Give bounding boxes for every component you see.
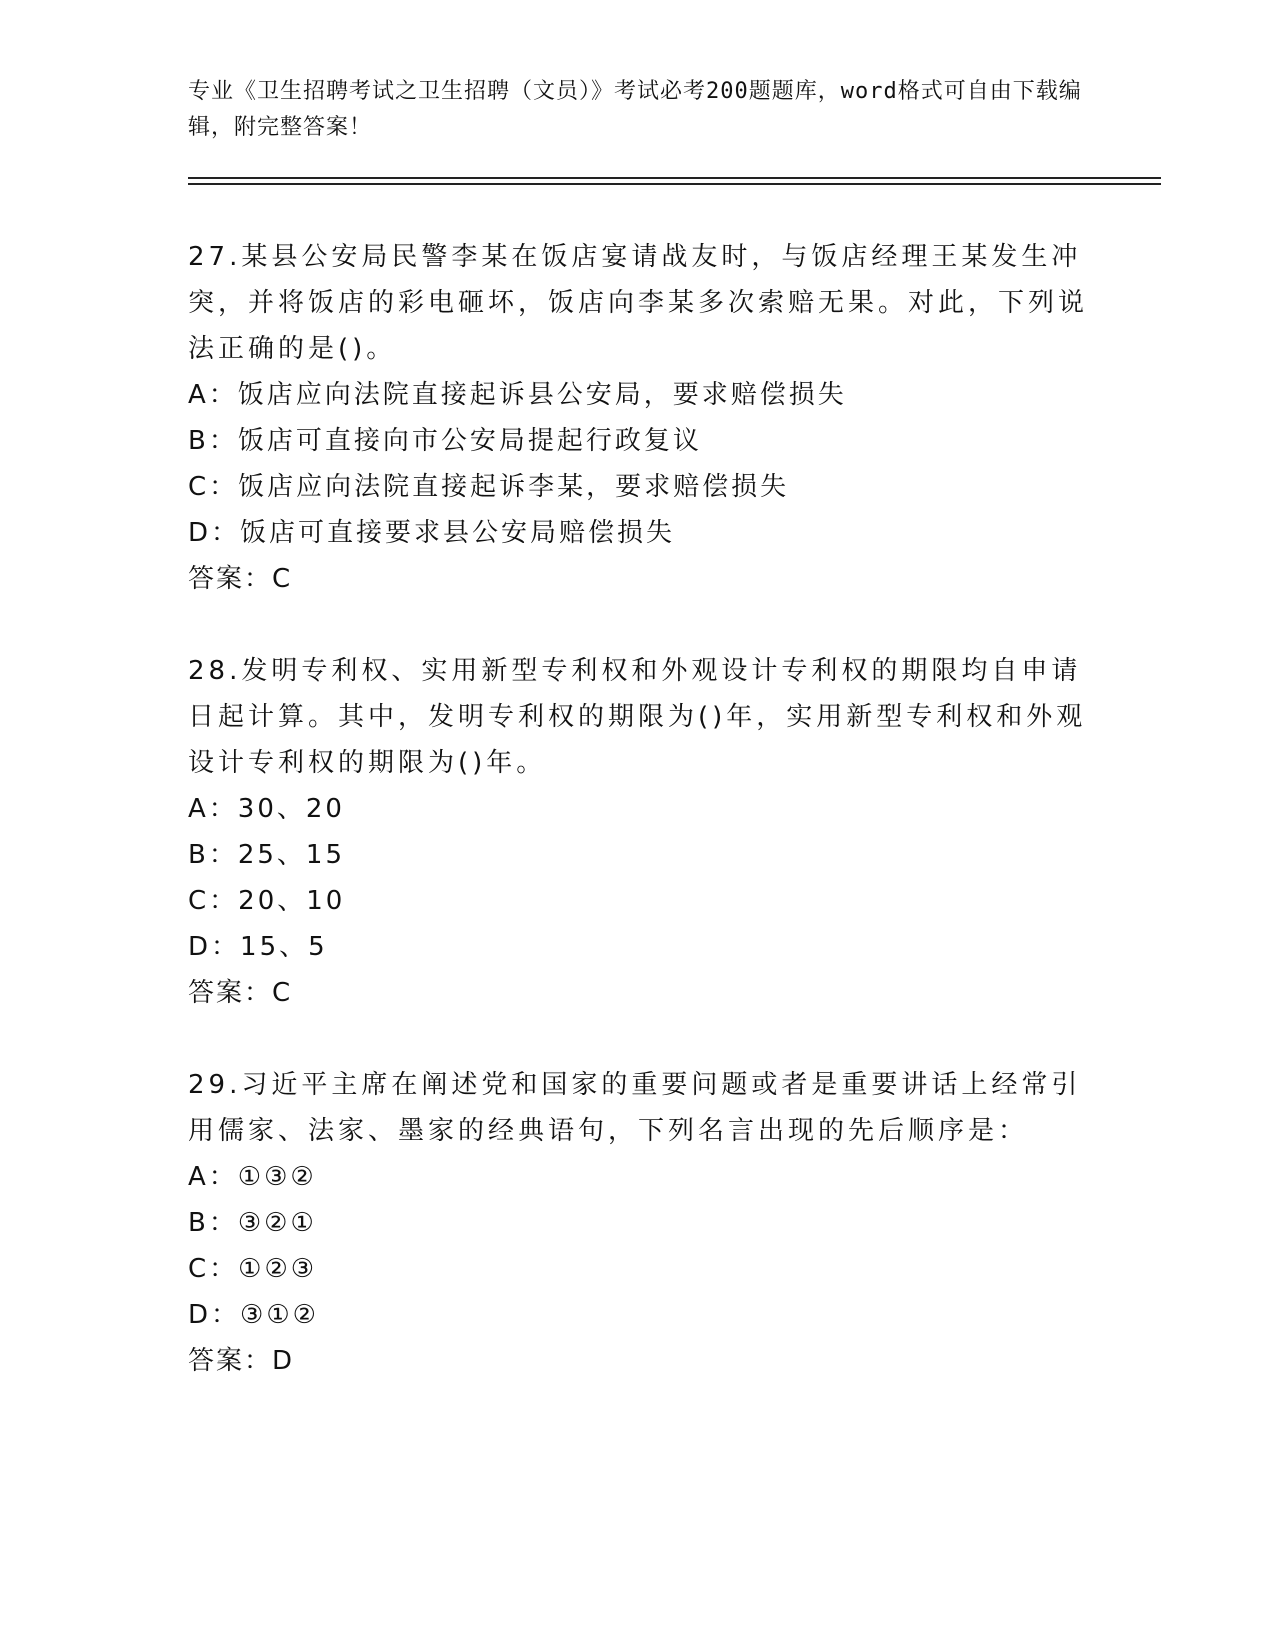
option-a: A：30、20 [188,794,345,824]
option-a: A：饭店应向法院直接起诉县公安局，要求赔偿损失 [188,380,847,410]
question-stem: 28.发明专利权、实用新型专利权和外观设计专利权的期限均自申请日起计算。其中，发明专利权的期限为()年，实用新型专利权和外观设计专利权的期限为()年。 [188,656,1087,778]
option-d: D：饭店可直接要求县公安局赔偿损失 [188,518,676,548]
question-29 [188,1062,1088,1384]
question-28 [188,648,1088,1016]
option-c: C：①②③ [188,1254,318,1284]
option-b: B：25、15 [188,840,346,870]
answer-text: 答案：D [188,1346,295,1376]
question-stem: 27.某县公安局民警李某在饭店宴请战友时，与饭店经理王某发生冲突，并将饭店的彩电砸坏，饭店向李某多次索赔无果。对此，下列说法正确的是()。 [188,242,1089,364]
option-c: C：20、10 [188,886,346,916]
answer-text: 答案：C [188,564,293,594]
option-b: B：③②① [188,1208,317,1238]
option-b: B：饭店可直接向市公安局提起行政复议 [188,426,702,456]
question-27 [188,234,1088,602]
header-divider-bottom [188,183,1161,185]
option-d: D：③①② [188,1300,319,1330]
option-c: C：饭店应向法院直接起诉李某，要求赔偿损失 [188,472,790,502]
header-divider-top [188,177,1161,179]
option-d: D：15、5 [188,932,328,962]
question-stem: 29.习近平主席在阐述党和国家的重要问题或者是重要讲话上经常引用儒家、法家、墨家的经典语句，下列名言出现的先后顺序是： [188,1070,1082,1146]
option-a: A：①③② [188,1162,317,1192]
answer-text: 答案：C [188,978,293,1008]
document-header: 专业《卫生招聘考试之卫生招聘（文员）》考试必考200题题库，word格式可自由下载编辑，附完整答案！ [188,79,1082,140]
question-list [188,234,1088,1430]
